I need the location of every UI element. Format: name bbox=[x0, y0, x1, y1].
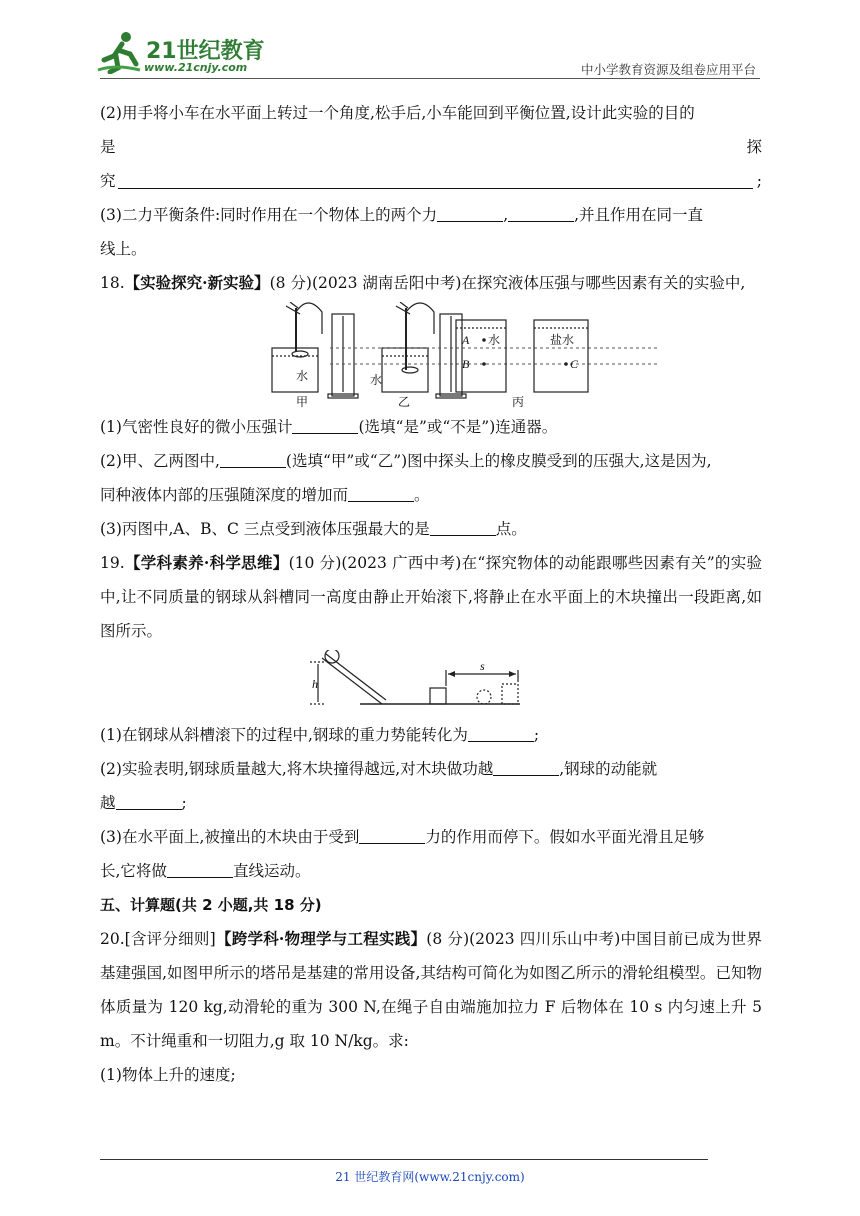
q18-part1-text-a: (1)气密性良好的微小压强计 bbox=[100, 418, 293, 436]
footer-divider bbox=[100, 1159, 708, 1160]
q19-answer-blank-4[interactable] bbox=[359, 827, 425, 844]
footer-link[interactable]: 21 世纪教育网(www.21cnjy.com) bbox=[335, 1170, 525, 1184]
q19-part2-text-c: 越 bbox=[100, 794, 116, 812]
q20-tag: 【跨学科·物理学与工程实践】 bbox=[215, 929, 427, 948]
section-5-title: 五、计算题(共 2 小题,共 18 分) bbox=[100, 896, 322, 914]
ramp-slope bbox=[322, 658, 382, 704]
wood-block bbox=[430, 688, 446, 704]
site-logo[interactable] bbox=[96, 30, 266, 76]
fig-label-brine: 盐水 bbox=[550, 333, 575, 347]
q19-stem bbox=[100, 546, 762, 648]
q19-part2 bbox=[100, 752, 762, 786]
q19-part2-text-b: ,钢球的动能就 bbox=[559, 760, 658, 778]
ball-moved-outline bbox=[477, 690, 491, 704]
q18-tag: 【实验探究·新实验】 bbox=[124, 273, 270, 292]
logo-name: 21世纪教育 bbox=[146, 39, 265, 64]
q20-prefix: 20.[含评分细则] bbox=[100, 930, 216, 948]
q18-part3-text-b: 点。 bbox=[495, 520, 527, 538]
q18-part2-cont bbox=[100, 478, 762, 512]
fig-point-B: B bbox=[462, 357, 470, 371]
logo-url: www.21cnjy.com bbox=[144, 61, 248, 74]
q19-part2-text-d: ; bbox=[181, 794, 187, 812]
q17-part3-end: 线上。 bbox=[100, 240, 147, 258]
container-brine bbox=[534, 320, 588, 392]
q19-intro: (10 分)(2023 广西中考)在“探究物体的动能跟哪些因素有关”的实验中,让不同质量的钢球从斜槽同一高度由静止开始滚下,将静止在水平面上的木块撞出一段距离,如图所示。 bbox=[100, 554, 762, 640]
fig-label-water-2: 水 bbox=[370, 373, 383, 387]
q19-part2-text-a: (2)实验表明,钢球质量越大,将木块撞得越远,对木块做功越 bbox=[100, 760, 494, 778]
q18-part1-text-b: (选填“是”或“不是”)连通器。 bbox=[358, 418, 558, 436]
q18-part2 bbox=[100, 444, 762, 478]
q17-part3 bbox=[100, 198, 762, 232]
ramp-ball-diagram bbox=[100, 650, 762, 716]
q17-part2-shi: 是 bbox=[100, 138, 116, 156]
q20-stem bbox=[100, 922, 762, 1058]
container-water bbox=[456, 320, 506, 392]
q19-figure bbox=[100, 650, 762, 716]
q19-part3 bbox=[100, 820, 762, 854]
q18-part2-text-b: (选填“甲”或“乙”)图中探头上的橡皮膜受到的压强大,这是因为, bbox=[285, 452, 712, 470]
q19-part1 bbox=[100, 718, 762, 752]
q18-number: 18. bbox=[100, 274, 125, 292]
q17-part2-jiu: 究 bbox=[100, 172, 116, 190]
q18-answer-blank-2[interactable] bbox=[220, 451, 286, 468]
q19-answer-blank-1[interactable] bbox=[468, 725, 534, 742]
q18-figure bbox=[100, 302, 762, 408]
q18-part3-text-a: (3)丙图中,A、B、C 三点受到液体压强最大的是 bbox=[100, 520, 430, 538]
fig-label-s: s bbox=[480, 659, 485, 673]
q17-answer-blank-purpose[interactable] bbox=[118, 187, 753, 189]
q18-part2-text-a: (2)甲、乙两图中, bbox=[100, 452, 220, 470]
q18-answer-blank-3[interactable] bbox=[348, 485, 414, 502]
header-divider bbox=[100, 78, 760, 79]
page-header bbox=[0, 0, 860, 80]
fig-caption-bing: 丙 bbox=[512, 395, 525, 408]
steel-ball bbox=[325, 650, 339, 663]
q17-part2-line3 bbox=[100, 164, 762, 198]
q18-intro: (8 分)(2023 湖南岳阳中考)在探究液体压强与哪些因素有关的实验中, bbox=[269, 274, 746, 292]
document-body bbox=[100, 96, 762, 1092]
pressure-gauge-diagram bbox=[100, 302, 762, 408]
q19-answer-blank-3[interactable] bbox=[116, 793, 182, 810]
runner-logo-icon bbox=[96, 30, 144, 74]
q19-tag: 【学科素养·科学思维】 bbox=[124, 553, 289, 572]
q18-part2-text-c: 同种液体内部的压强随深度的增加而 bbox=[100, 486, 349, 504]
fig-label-water-3: 水 bbox=[488, 333, 501, 347]
q19-part3-text-b: 力的作用而停下。假如水平面光滑且足够 bbox=[425, 828, 705, 846]
q20-part1: (1)物体上升的速度; bbox=[100, 1066, 236, 1084]
q19-part3-cont bbox=[100, 854, 762, 888]
q18-answer-blank-4[interactable] bbox=[430, 519, 496, 536]
q19-part1-text-b: ; bbox=[533, 726, 540, 744]
q18-answer-blank-1[interactable] bbox=[292, 417, 358, 434]
q17-answer-blank-2[interactable] bbox=[508, 205, 574, 222]
q19-answer-blank-5[interactable] bbox=[167, 861, 233, 878]
q18-part3 bbox=[100, 512, 762, 546]
fig-label-h: h bbox=[312, 677, 318, 691]
q19-part3-text-d: 直线运动。 bbox=[232, 862, 311, 880]
q17-part2-tan: 探 bbox=[746, 138, 762, 156]
q17-part3-text-b: ,并且作用在同一直 bbox=[574, 206, 704, 224]
fig-point-A: A bbox=[462, 333, 470, 347]
q18-part1 bbox=[100, 410, 762, 444]
q17-part3-text-a: (3)二力平衡条件:同时作用在一个物体上的两个力 bbox=[100, 206, 438, 224]
q17-part2-line1: (2)用手将小车在水平面上转过一个角度,松手后,小车能回到平衡位置,设计此实验的目的 bbox=[100, 104, 695, 122]
q17-part3-comma: , bbox=[503, 206, 509, 224]
q19-part1-text-a: (1)在钢球从斜槽滚下的过程中,钢球的重力势能转化为 bbox=[100, 726, 468, 744]
q19-answer-blank-2[interactable] bbox=[493, 759, 559, 776]
q19-part3-text-a: (3)在水平面上,被撞出的木块由于受到 bbox=[100, 828, 360, 846]
q18-part2-text-d: 。 bbox=[414, 486, 430, 504]
block-moved-outline bbox=[502, 684, 518, 704]
q17-part2-line2 bbox=[100, 130, 762, 164]
fig-label-water-1: 水 bbox=[296, 369, 309, 383]
q19-part2-cont bbox=[100, 786, 762, 820]
q19-number: 19. bbox=[100, 554, 125, 572]
fig-caption-yi: 乙 bbox=[398, 395, 411, 408]
q20-intro: (8 分)(2023 四川乐山中考)中国目前已成为世界基建强国,如图甲所示的塔吊是基建的常用设备,其结构可简化为如图乙所示的滑轮组模型。已知物体质量为 120 kg,动滑轮的重为 300 N,在绳子自由端施加拉力 F 后物体在 10 s 内匀速上升 5 m。不计绳重和一切阻力,g 取 10 N/kg。求: bbox=[100, 930, 762, 1050]
beaker-jia bbox=[272, 348, 318, 392]
q17-part2-end: ; bbox=[756, 172, 762, 190]
q19-part3-text-c: 长,它将做 bbox=[100, 862, 167, 880]
platform-name: 中小学教育资源及组卷应用平台 bbox=[580, 62, 756, 77]
fig-caption-jia: 甲 bbox=[296, 395, 309, 408]
q18-stem bbox=[100, 266, 762, 300]
q17-answer-blank-1[interactable] bbox=[437, 205, 503, 222]
fig-point-C: C bbox=[570, 357, 579, 371]
